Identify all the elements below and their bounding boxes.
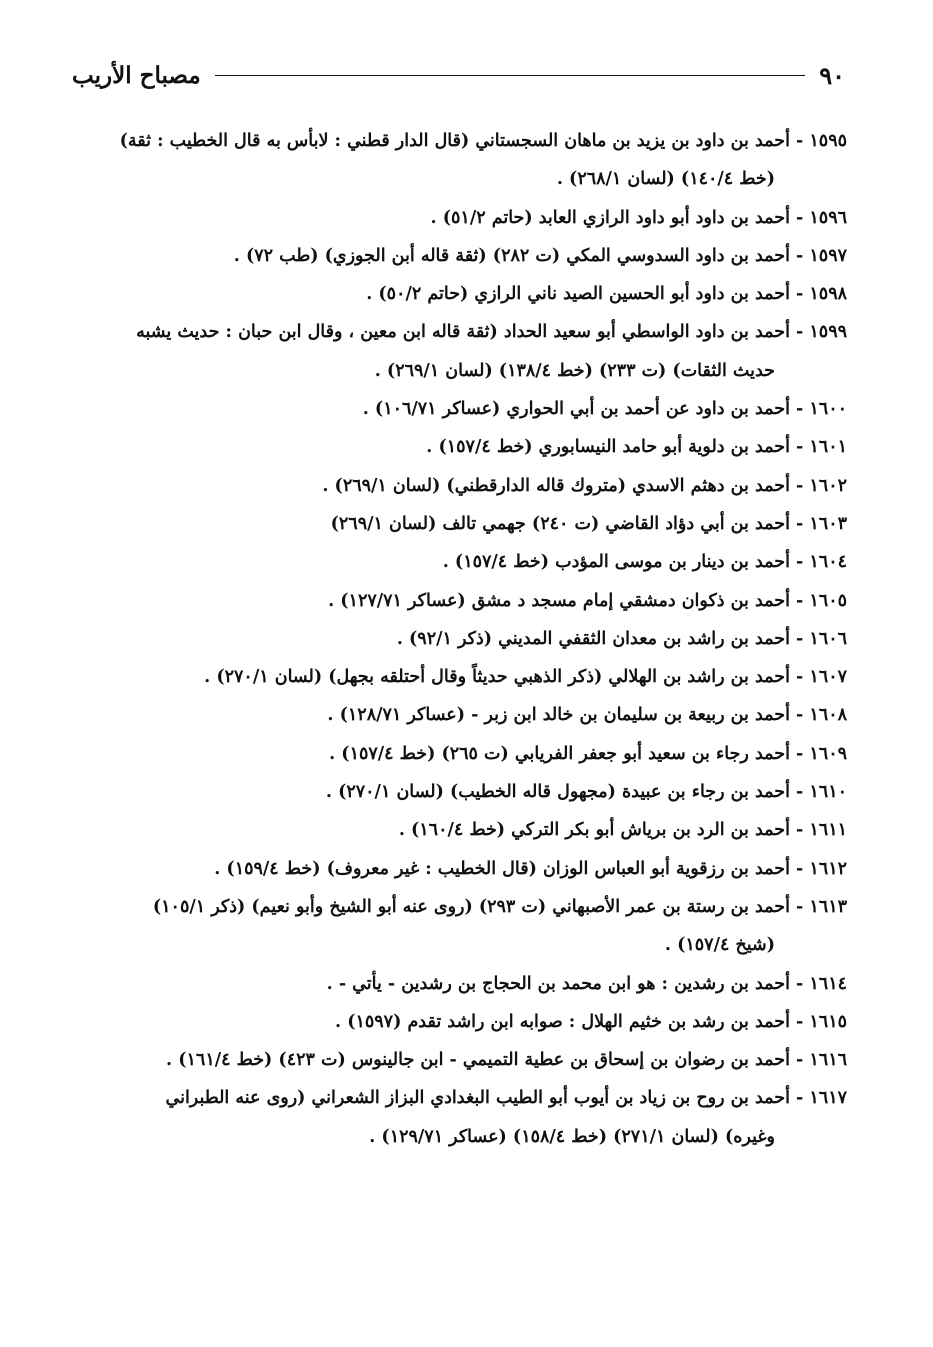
entry-line: ١٦٠٩ - أحمد رجاء بن سعيد أبو جعفر الفريابي (ت ٢٦٥) (خط ١٥٧/٤) . (329, 743, 847, 764)
entry (68, 696, 847, 734)
entry (68, 313, 847, 390)
entry-line: ١٦١٥ - أحمد بن رشد بن خثيم الهلال : صوابه ابن راشد تقدم (١٥٩٧) . (335, 1011, 847, 1032)
entry-line: ١٦٠٣ - أحمد بن أبي دؤاد القاضي (ت ٢٤٠) جهمي تالف (لسان ٢٦٩/١) (330, 513, 847, 534)
entry (68, 888, 847, 965)
entry-line: ١٦٠٢ - أحمد بن دهثم الاسدي (متروك قاله الدارقطني) (لسان ٢٦٩/١) . (322, 475, 847, 496)
entry-line: ١٦٠٦ - أحمد بن راشد بن معدان الثقفي المديني (ذكر ٩٢/١) . (396, 628, 847, 649)
entry (68, 237, 847, 275)
entry (68, 199, 847, 237)
entry (68, 428, 847, 466)
entry-continuation-line: وغيره) (لسان ٢٧١/١) (خط ١٥٨/٤) (عساكر ١٢٩/٧١) . (369, 1126, 775, 1147)
entry-line: ١٦١٦ - أحمد بن رضوان بن إسحاق بن عطية التميمي - ابن جالينوس (ت ٤٢٣) (خط ١٦١/٤) . (166, 1050, 847, 1071)
entry-line: ١٦١٣ - أحمد بن رستة بن عمر الأصبهاني (ت ٢٩٣) (روى عنه أبو الشيخ وأبو نعيم) (ذكر ١٠٥/١) (152, 896, 847, 917)
entry-list (68, 122, 847, 1156)
entry (68, 1003, 847, 1041)
entry-line: ١٥٩٨ - أحمد بن داود أبو الحسين الصيد ناني الرازي (حاتم ٥٠/٢) . (366, 284, 847, 305)
entry (68, 543, 847, 581)
entry-line: ١٦٠٤ - أحمد بن دينار بن موسى المؤدب (خط ١٥٧/٤) . (442, 552, 847, 573)
entry (68, 965, 847, 1003)
entry (68, 658, 847, 696)
entry-line: ١٦١٠ - أحمد بن رجاء بن عبيدة (مجهول قاله الخطيب) (لسان ٢٧٠/١) . (325, 782, 847, 803)
entry-line: ١٥٩٩ - أحمد بن داود الواسطي أبو سعيد الحداد (ثقة قاله ابن معين ، وقال ابن حبان : حديث يشبه (136, 322, 847, 343)
entry-line: ١٥٩٥ - أحمد بن داود بن يزيد بن ماهان السجستاني (قال الدار قطني : لابأس به قال الخطيب : ثقة) (119, 131, 847, 151)
entry-line: ١٦١١ - أحمد بن الرد بن برياش أبو بكر التركي (خط ١٦٠/٤) . (398, 820, 847, 841)
entry-line: ١٦١٤ - أحمد بن رشدين : هو ابن محمد بن الحجاج بن رشدين - يأتي - . (326, 973, 847, 994)
entry (68, 773, 847, 811)
entry-continuation-line: (خط ١٤٠/٤) (لسان ٢٦٨/١) . (556, 169, 775, 190)
entry (68, 467, 847, 505)
entry-line: ١٦١٧ - أحمد بن روح بن زياد بن أيوب أبو الطيب البغدادي البزاز الشعراني (روى عنه الطبراني (165, 1088, 847, 1109)
entry-line: ١٥٩٦ - أحمد بن داود أبو داود الرازي العابد (حاتم ٥١/٢) . (430, 207, 847, 228)
entry (68, 122, 847, 199)
entry (68, 850, 847, 888)
entry (68, 811, 847, 849)
entry-line: ١٦٠٥ - أحمد بن ذكوان دمشقي إمام مسجد د مشق (عساكر ١٢٧/٧١) . (328, 590, 847, 611)
entry (68, 275, 847, 313)
entry-line: ١٦١٢ - أحمد بن رزقوية أبو العباس الوزان (قال الخطيب : غير معروف) (خط ١٥٩/٤) . (214, 858, 847, 879)
entry (68, 1079, 847, 1156)
entry-line: ١٦٠٧ - أحمد بن راشد بن الهلالي (ذكر الذهبي حديثاً وقال أحتلقه بجهل) (لسان ٢٧٠/١) . (204, 667, 847, 688)
entry (68, 390, 847, 428)
page-number: ٩٠ (819, 60, 845, 90)
entry-line: ١٦٠١ - أحمد بن دلوية أبو حامد النيسابوري (خط ١٥٧/٤) . (426, 437, 847, 458)
page-header (72, 58, 845, 92)
entry (68, 505, 847, 543)
header-rule (215, 75, 806, 76)
book-title: مصباح الأريب (72, 61, 201, 89)
entry (68, 1041, 847, 1079)
entry-continuation-line: (شيخ ١٥٧/٤) . (664, 935, 775, 956)
entry-line: ١٦٠٠ - أحمد بن داود عن أحمد بن أبي الحواري (عساكر ١٠٦/٧١) . (362, 399, 847, 420)
entry-line: ١٥٩٧ - أحمد بن داود السدوسي المكي (ت ٢٨٢) (ثقة قاله أبن الجوزي) (طب ٧٢) . (233, 245, 847, 266)
entry-continuation-line: حديث الثقات) (ت ٢٣٣) (خط ١٣٨/٤) (لسان ٢٦٩/١) . (374, 360, 775, 381)
entry (68, 582, 847, 620)
entry (68, 620, 847, 658)
entry-line: ١٦٠٨ - أحمد بن ربيعة بن سليمان بن خالد ابن زبر - (عساكر ١٢٨/٧١) . (327, 705, 847, 726)
entry (68, 735, 847, 773)
